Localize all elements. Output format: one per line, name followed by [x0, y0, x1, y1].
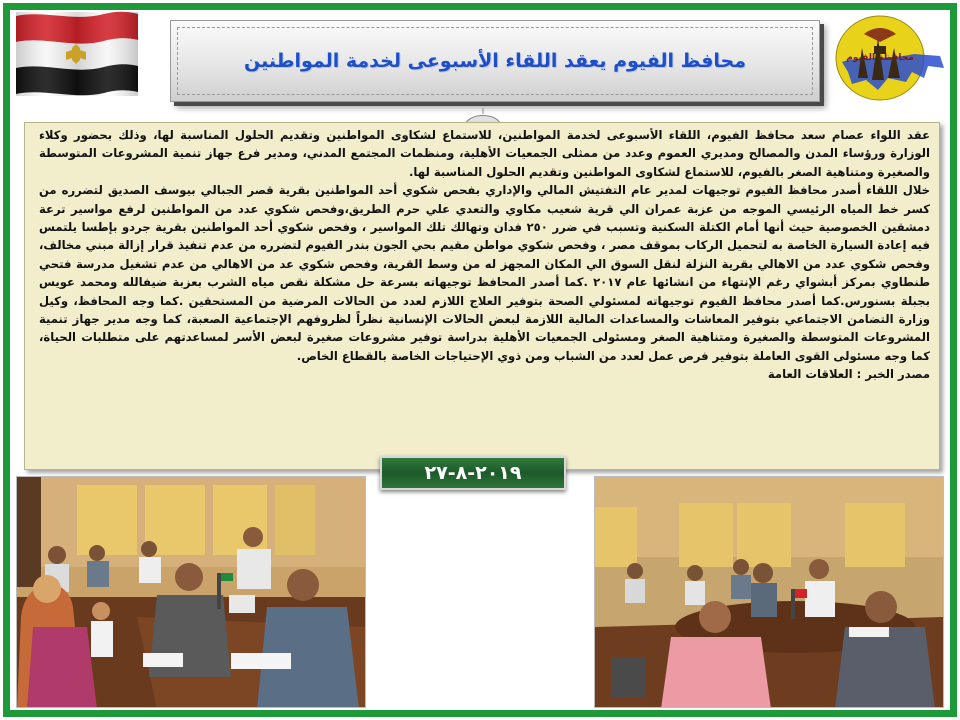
logo-text: محافظة الفيوم [846, 53, 914, 63]
article-body [24, 122, 940, 470]
article-paragraph-1: عقد اللواء عصام سعد محافظ الفيوم، اللقاء الأسبوعى لخدمة المواطنين، للاستماع لشكاوى المواطنين وتقديم الحلول المناسبة لها، وذلك بحضور وكلاء الوزارة ورؤساء المدن والمصالح ومديري العموم وعدد من ممثلى الجمعيات الأهلية، ومنظمات المجتمع المدني، ومدير فرع جهاز تنمية المشروعات المتوسطة والصغيرة ومتناهية الصغر بالفيوم، للاستماع لشكاوى المواطنين وتقديم الحلول المناسبة لها. [39, 128, 930, 179]
governorate-logo-icon [828, 8, 946, 104]
date-badge [380, 456, 566, 490]
page-title: محافظ الفيوم يعقد اللقاء الأسبوعى لخدمة المواطنين [243, 50, 747, 72]
title-banner [170, 20, 820, 102]
article-paragraph-2: خلال اللقاء أصدر محافظ الفيوم توجيهات لمدير عام التفتيش المالي والإداري بفحص شكوي أحد المواطنين بقرية قصر الجبالي بيوسف الصديق لتضرره من كسر خط المياه الرئيسي الموجه من عزبة عمران الي قرية شعيب مكاوي والتعدي علي حرم الطريق،وفحص شكوي عدد من المواطنين لرفع مواسير ترعة دمشقين الخصوصية حيث أنها أمام الكتلة السكنية وتسبب في ضرر ٢٥٠ فدان وتهالك تلك المواسير ، وفحص شكوي أحد المواطنين بقرية جردو بإطسا يلتمس فيه إعادة السيارة الخاصة به لتحميل الركاب بموقف مصر ، وفحص شكوي مواطن مقيم بحي الجون بندر الفيوم لتضرره من عدم تنفيذ قرار إزالة مبني مخالف، وفحص شكوي عدد من الاهالي بقرية النزلة لنقل السوق الي المكان المجهز له من وسط القرية، وفحص شكوي عد من الاهالي من عدم تشغيل مدرسة فتحي طنطاوي بمركز أبشواي رغم الإنتهاء من انشائها عام ٢٠١٧ .كما أصدر المحافظ توجيهاته بسرعة حل مشكلة نقص مياه الشرب بعزبة ضيفالله ومحمد عويس بجبلة بسنورس.كما أصدر محافظ الفيوم توجيهاته لمسئولي الصحة بتوفير العلاج اللازم لعدد من الحالات المرضية من المستحقين .كما وجه المحافظ، وكيل وزارة التضامن الاجتماعي بتوفير المعاشات والمساعدات المالية اللازمة لبعض الحالات الإنسانية نظراً لظروفهم الإجتماعية الصعبة، كما وجه مدير جهاز تنمية المشروعات المتوسطة والصغيرة ومتناهية الصغر ومسئولى الجمعيات الأهلية بدراسة توفير مشروعات صغيرة لبعض الأسر لمساعدتهم على متطلبات الحياة، كما وجه مسئولى القوى العاملة بتوفير فرص عمل لعدد من الشباب ومن ذوي الإحتياجات الخاصة بالقطاع الخاص. [39, 183, 931, 363]
egypt-flag-icon [14, 10, 140, 96]
meeting-photo-right [594, 476, 944, 708]
article-source: مصدر الخبر : العلاقات العامة [767, 367, 930, 382]
meeting-photo-left [16, 476, 366, 708]
date-text: ٢٠١٩-٨-٢٧ [424, 462, 522, 484]
